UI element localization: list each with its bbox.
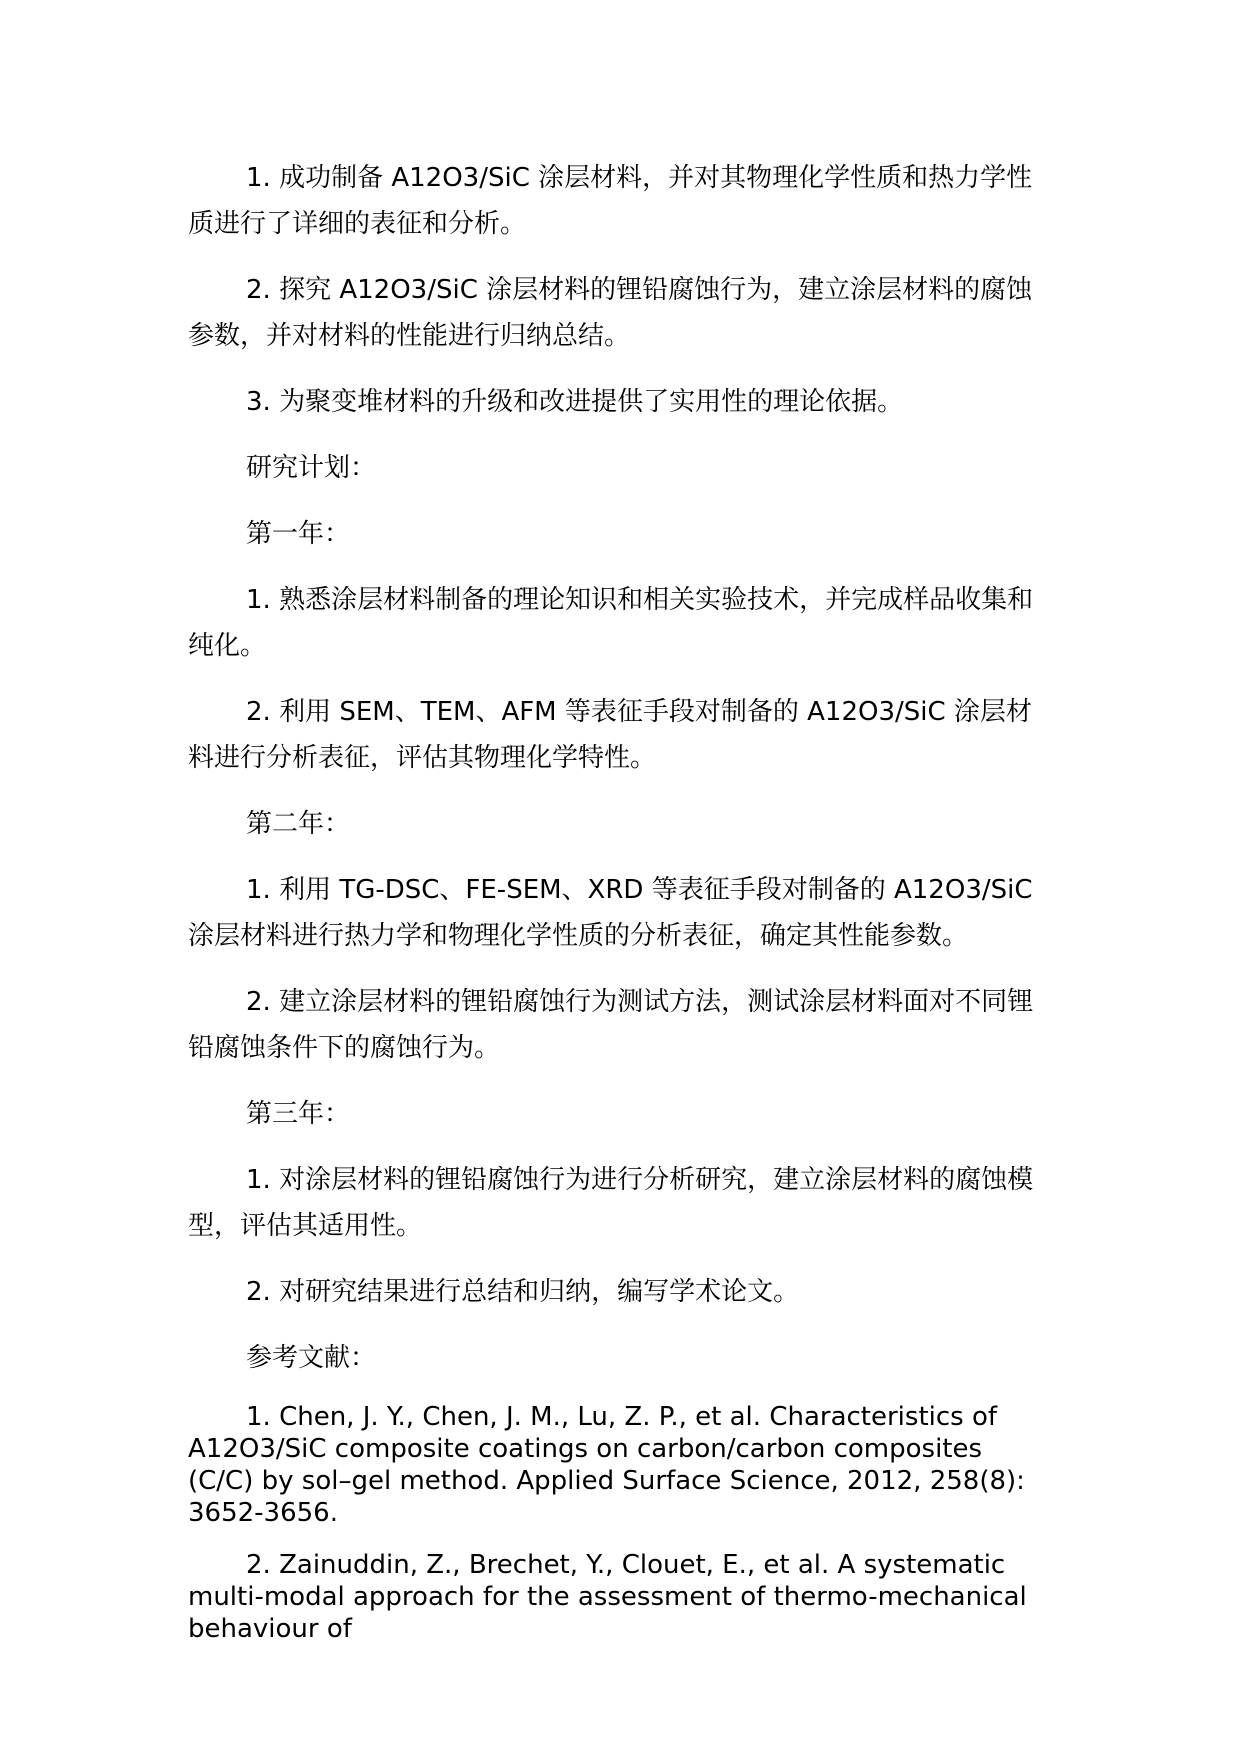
outcome-item-1: 1. 成功制备 A12O3/SiC 涂层材料，并对其物理化学性质和热力学性质进行了详细的表征和分析。 [188,163,1033,239]
year1-heading: 第一年： [246,519,351,549]
year2-heading: 第二年： [246,809,351,839]
references-heading: 参考文献： [246,1343,377,1373]
document-body [188,155,1054,1665]
year1-item-2: 2. 利用 SEM、TEM、AFM 等表征手段对制备的 A12O3/SiC 涂层材料进行分析表征，评估其物理化学特性。 [188,697,1032,773]
year2-item-1: 1. 利用 TG-DSC、FE-SEM、XRD 等表征手段对制备的 A12O3/SiC 涂层材料进行热力学和物理化学性质的分析表征，确定其性能参数。 [188,875,1033,951]
year2-item-2: 2. 建立涂层材料的锂铅腐蚀行为测试方法，测试涂层材料面对不同锂铅腐蚀条件下的腐蚀行为。 [188,987,1034,1063]
year3-item-2: 2. 对研究结果进行总结和归纳，编写学术论文。 [246,1277,800,1307]
research-plan-heading: 研究计划： [246,453,377,483]
year3-item-1: 1. 对涂层材料的锂铅腐蚀行为进行分析研究，建立涂层材料的腐蚀模型，评估其适用性。 [188,1165,1034,1241]
outcome-item-3: 3. 为聚变堆材料的升级和改进提供了实用性的理论依据。 [246,387,904,417]
outcome-item-2: 2. 探究 A12O3/SiC 涂层材料的锂铅腐蚀行为，建立涂层材料的腐蚀参数，并对材料的性能进行归纳总结。 [188,275,1033,351]
year3-heading: 第三年： [246,1099,351,1129]
reference-item-1: 1. Chen, J. Y., Chen, J. M., Lu, Z. P., et al. Characteristics of A12O3/SiC composite coatings on carbon/carbon composites (C/C) by sol–gel method. Applied Surface Science, 2012, 258(8): 3652-3656. [188,1402,1025,1528]
reference-item-2: 2. Zainuddin, Z., Brechet, Y., Clouet, E., et al. A systematic multi-modal approach for the assessment of thermo-mechanical behaviour of [188,1550,1027,1644]
year1-item-1: 1. 熟悉涂层材料制备的理论知识和相关实验技术，并完成样品收集和纯化。 [188,585,1034,661]
